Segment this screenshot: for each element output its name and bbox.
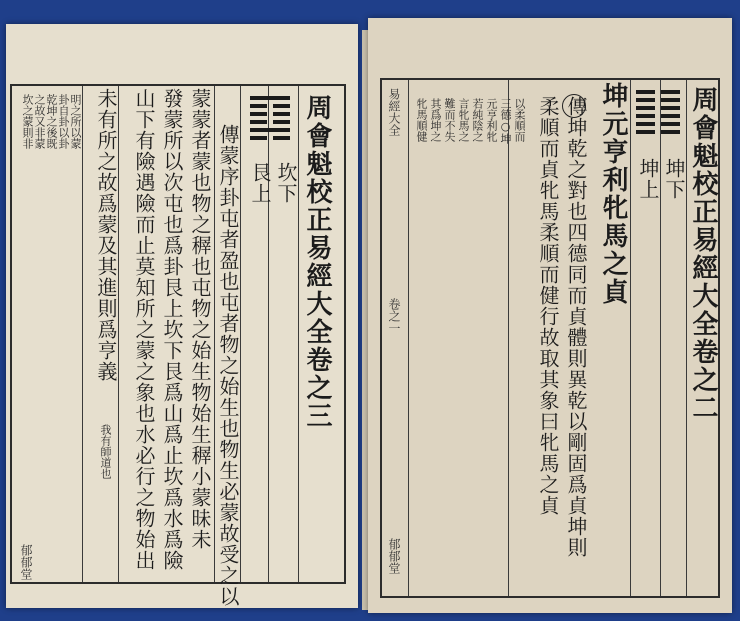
left-footer: 郁郁堂: [19, 544, 33, 580]
hex-upper-label: 艮上: [248, 162, 272, 204]
hex-lower-label: 坤下: [662, 158, 686, 200]
commentary-col-2: 蒙蒙者蒙也物之稺也屯物之始生物始生稺小蒙昧未: [188, 88, 212, 550]
right-footer: 郁郁堂: [387, 538, 401, 574]
left-page: [6, 24, 358, 608]
commentary-col-1: 傳坤乾之對也四德同而貞體則異乾以剛固爲貞坤則: [564, 96, 588, 558]
annotation-col: 言牝馬之: [457, 98, 470, 142]
spine-subtitle: 卷之一: [387, 298, 401, 334]
left-volume-title: 周會魁校正易經大全卷之三: [302, 94, 332, 430]
right-page: [368, 18, 732, 613]
annotation-col: 坎之蒙則非: [21, 94, 34, 149]
commentary-col-5: 未有所之故爲蒙及其進則爲亨義: [94, 88, 118, 382]
hexagram-symbol: [636, 90, 680, 134]
hex-upper-label: 坤上: [636, 158, 660, 200]
right-volume-title: 周會魁校正易經大全卷之二: [688, 86, 718, 422]
hex-lower-label: 坎下: [274, 162, 298, 204]
annotation-col: 乾坤之後既: [45, 94, 58, 149]
annotation-col: 卦自卦以卦: [57, 94, 70, 149]
annotation-col: 明之所以蒙: [69, 94, 82, 149]
commentary-col-4: 山下有險遇險而止莫知所之蒙之象也水必行之物始出: [132, 88, 156, 571]
annotation-col: 元亨利牝: [485, 98, 498, 142]
annotation-col: 若純陰之: [471, 98, 484, 142]
annotation-col: 難而不失: [443, 98, 456, 142]
annotation-col: 三德○坤: [499, 98, 512, 144]
annotation-col: 其爲坤之: [429, 98, 442, 142]
annotation-col: 我有師道也: [99, 424, 112, 479]
hexagram-symbol: [250, 96, 290, 140]
hexagram-heading: 坤元亨利牝馬之貞: [598, 82, 628, 306]
commentary-marker: [562, 94, 586, 118]
commentary-col-1: 傳蒙序卦屯者盈也屯者物之始生也物生必蒙故受之以: [216, 124, 240, 607]
annotation-col: 之故又非蒙: [33, 94, 46, 149]
commentary-col-2: 柔順而貞牝馬柔順而健行故取其象曰牝馬之貞: [536, 96, 560, 516]
annotation-col: 以柔順而: [513, 98, 526, 142]
commentary-col-3: 發蒙所以次屯也爲卦艮上坎下艮爲山爲止坎爲水爲險: [160, 88, 184, 571]
annotation-col: 牝馬順健: [415, 98, 428, 142]
spine-title: 易經大全: [387, 88, 401, 136]
